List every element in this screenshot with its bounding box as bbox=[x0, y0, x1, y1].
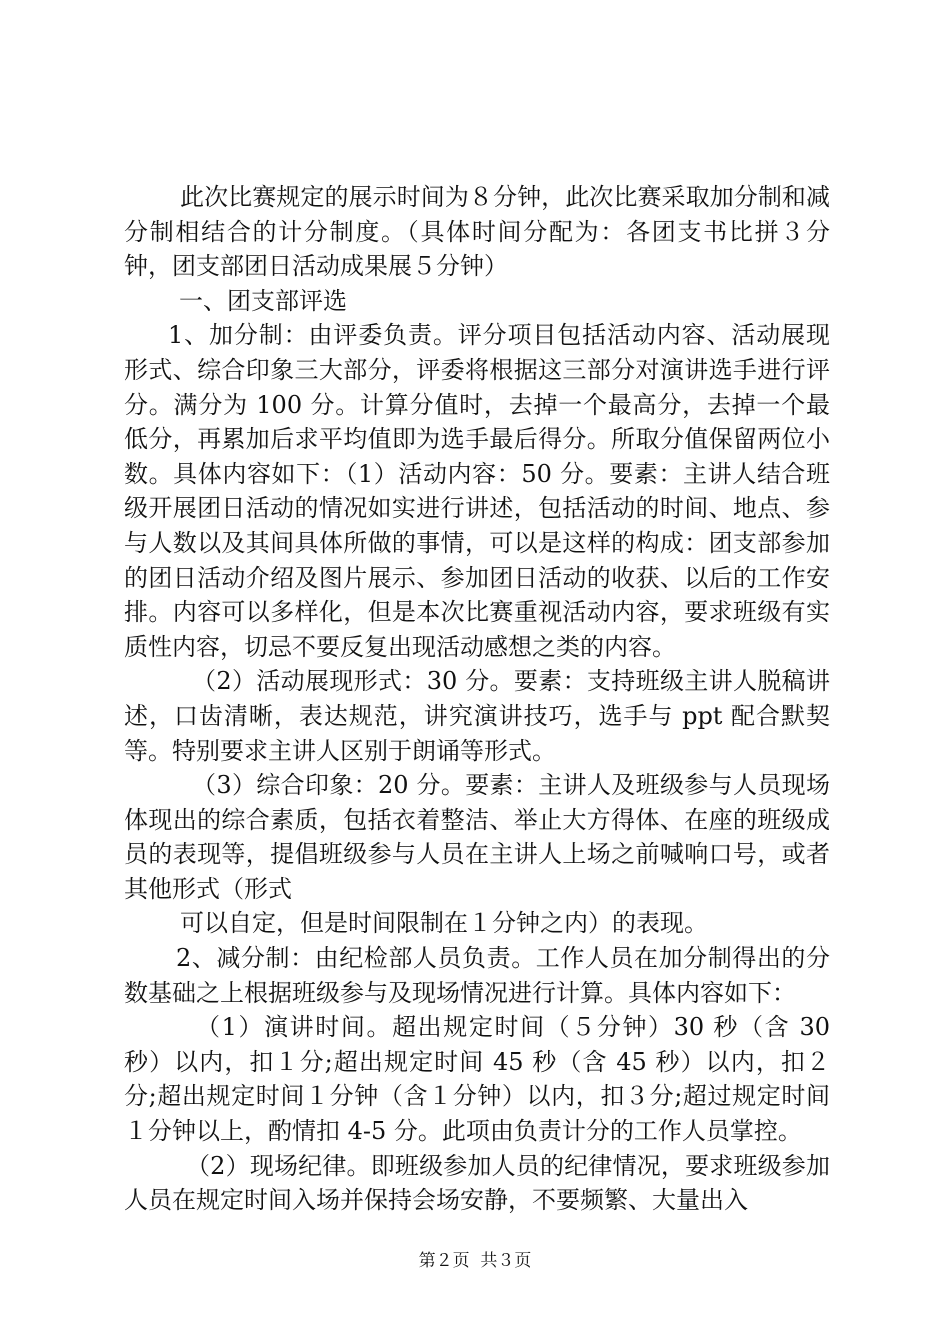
page-footer: 第２页 共３页 bbox=[418, 1251, 532, 1271]
paragraph-overall-impression: （3）综合印象：20 分。要素：主讲人及班级参与人员现场体现出的综合素质，包括衣着整洁、举止大方得体、在座的班级成员的表现等，提倡班级参与人员在主讲人上场之前喊响口号，或者其他形式（形式 bbox=[124, 771, 830, 903]
section-heading-1: 一、团支部评选 bbox=[179, 286, 347, 315]
paragraph-impression-continued: 可以自定，但是时间限制在１分钟之内）的表现。 bbox=[180, 909, 708, 938]
paragraph-deduction-scoring: 2、减分制：由纪检部人员负责。工作人员在加分制得出的分数基础之上根据班级参与及现场情况进行计算。具体内容如下： bbox=[124, 944, 830, 1007]
paragraph-discipline: （2）现场纪律。即班级参加人员的纪律情况，要求班级参加人员在规定时间入场并保持会场安静，不要频繁、大量出入 bbox=[124, 1151, 830, 1215]
paragraph-speech-time: （1）演讲时间。超出规定时间（５分钟）30 秒（含 30 秒）以内，扣１分;超出规定时间 45 秒（含 45 秒）以内，扣２分;超出规定时间１分钟（含１分钟）以内，扣３分;超过规定时间１分钟以上，酌情扣 4-5 分。此项由负责计分的工作人员掌控。 bbox=[124, 1013, 830, 1146]
paragraph-intro: 此次比赛规定的展示时间为８分钟，此次比赛采取加分制和减分制相结合的计分制度。（具体时间分配为：各团支书比拼３分钟，团支部团日活动成果展５分钟） bbox=[124, 183, 830, 281]
paragraph-presentation-form: （2）活动展现形式：30 分。要素：支持班级主讲人脱稿讲述，口齿清晰，表达规范，讲究演讲技巧，选手与 ppt 配合默契等。特别要求主讲人区别于朗诵等形式。 bbox=[124, 667, 830, 765]
paragraph-bonus-scoring: 1、加分制：由评委负责。评分项目包括活动内容、活动展现形式、综合印象三大部分，评委将根据这三部分对演讲选手进行评分。满分为 100 分。计算分值时，去掉一个最高分，去掉一个最低分，再累加后求平均值即为选手最后得分。所取分值保留两位小数。具体内容如下：（1）活动内容：50 分。要素：主讲人结合班级开展团日活动的情况如实进行讲述，包括活动的时间、地点、参与人数以及其间具体所做的事情，可以是这样的构成：团支部参加的团日活动介绍及图片展示、参加团日活动的收获、以后的工作安排。内容可以多样化，但是本次比赛重视活动内容，要求班级有实质性内容，切忌不要反复出现活动感想之类的内容。 bbox=[124, 321, 830, 661]
document-body bbox=[124, 180, 830, 1218]
